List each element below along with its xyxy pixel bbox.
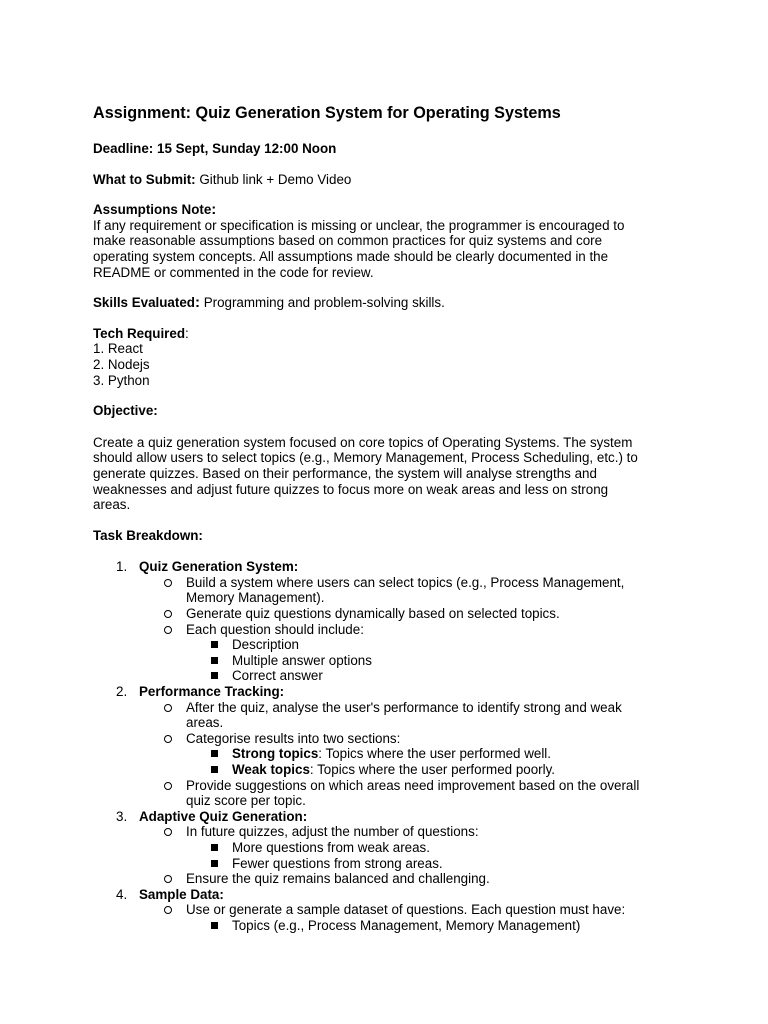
sub-bullet-item: Strong topics: Topics where the user performed well. bbox=[186, 746, 693, 762]
hollow-circle-bullet-icon bbox=[164, 906, 172, 914]
bullet-item: In future quizzes, adjust the number of questions: More questions from weak areas. Fewer questions from strong areas. bbox=[139, 824, 693, 871]
bullet-item: Ensure the quiz remains balanced and challenging. bbox=[139, 871, 693, 887]
submit-line bbox=[93, 172, 693, 188]
sub-bullets bbox=[186, 918, 693, 934]
task-bullets bbox=[139, 824, 693, 886]
task-bullets bbox=[139, 700, 693, 809]
sub-bullet-item: Multiple answer options bbox=[186, 653, 693, 669]
sub-bullets bbox=[186, 746, 693, 777]
skills-colon: : bbox=[194, 294, 200, 312]
task-title: Adaptive Quiz Generation: bbox=[139, 808, 308, 824]
sub-bullets bbox=[186, 840, 693, 871]
task-title: Performance Tracking: bbox=[139, 684, 285, 700]
sub-bullet-item: Weak topics: Topics where the user performed poorly. bbox=[186, 762, 693, 778]
task-list bbox=[93, 559, 693, 933]
task-item bbox=[93, 809, 693, 887]
task-number: 4. bbox=[116, 886, 128, 902]
assumptions-line: operating system concepts. All assumptions made should be clearly documented in the bbox=[93, 248, 609, 264]
task-item bbox=[93, 684, 693, 809]
deadline-line: Deadline: 15 Sept, Sunday 12:00 Noon bbox=[93, 141, 337, 156]
page-title: Assignment: Quiz Generation System for Operating Systems bbox=[93, 104, 561, 122]
hollow-circle-bullet-icon bbox=[164, 875, 172, 883]
task-bullets bbox=[139, 902, 693, 933]
assumptions-line: If any requirement or specification is missing or unclear, the programmer is encouraged to bbox=[93, 217, 625, 233]
tech-item: 1. React bbox=[93, 341, 143, 357]
bullet-item: After the quiz, analyse the user's performance to identify strong and weak areas. bbox=[139, 700, 693, 731]
objective-heading: Objective: bbox=[93, 403, 158, 419]
tech-colon: : bbox=[185, 325, 189, 341]
task-item bbox=[93, 559, 693, 684]
submit-value: Github link + Demo Video bbox=[195, 171, 352, 187]
tech-label: Tech Required bbox=[93, 325, 186, 341]
skills-value: Programming and problem-solving skills. bbox=[199, 295, 445, 311]
hollow-circle-bullet-icon bbox=[164, 782, 172, 790]
bullet-item: Use or generate a sample dataset of questions. Each question must have: Topics (e.g., Process Management, Memory Management) bbox=[139, 902, 693, 933]
square-bullet-icon bbox=[211, 860, 218, 867]
task-breakdown-heading: Task Breakdown: bbox=[93, 527, 203, 543]
sub-bullet-item: Description bbox=[186, 637, 693, 653]
task-title: Sample Data: bbox=[139, 886, 224, 902]
task-number: 1. bbox=[116, 559, 128, 575]
square-bullet-icon bbox=[211, 641, 218, 648]
document-content bbox=[93, 103, 693, 934]
assumptions-heading bbox=[93, 202, 693, 218]
assumptions-colon: : bbox=[211, 201, 217, 219]
objective-line: should allow users to select topics (e.g., Memory Management, Process Scheduling, etc.) to bbox=[93, 450, 638, 466]
square-bullet-icon bbox=[211, 922, 218, 929]
task-item bbox=[93, 887, 693, 934]
square-bullet-icon bbox=[211, 672, 218, 679]
sub-bullets bbox=[186, 637, 693, 684]
assumptions-line: README or commented in the code for review. bbox=[93, 264, 374, 280]
skills-label: Skills Evaluated bbox=[93, 295, 195, 311]
tech-item: 3. Python bbox=[93, 372, 150, 388]
objective-line: weaknesses and adjust future quizzes to focus more on weak areas and less on strong bbox=[93, 481, 609, 497]
hollow-circle-bullet-icon bbox=[164, 610, 172, 618]
bullet-item: Each question should include: Description Multiple answer options Correct answer bbox=[139, 622, 693, 684]
skills-line bbox=[93, 295, 693, 311]
square-bullet-icon bbox=[211, 657, 218, 664]
hollow-circle-bullet-icon bbox=[164, 579, 172, 587]
sub-bullet-item: Topics (e.g., Process Management, Memory Management) bbox=[186, 918, 693, 934]
square-bullet-icon bbox=[211, 750, 218, 757]
task-number: 3. bbox=[116, 808, 128, 824]
square-bullet-icon bbox=[211, 766, 218, 773]
task-bullets bbox=[139, 575, 693, 684]
sub-bullet-item: More questions from weak areas. bbox=[186, 840, 693, 856]
bullet-item: Generate quiz questions dynamically based on selected topics. bbox=[139, 606, 693, 622]
task-title: Quiz Generation System: bbox=[139, 559, 299, 575]
sub-bullet-item: Fewer questions from strong areas. bbox=[186, 856, 693, 872]
hollow-circle-bullet-icon bbox=[164, 626, 172, 634]
hollow-circle-bullet-icon bbox=[164, 828, 172, 836]
objective-line: areas. bbox=[93, 497, 131, 513]
bullet-item: Build a system where users can select topics (e.g., Process Management, Memory Management). bbox=[139, 575, 693, 606]
hollow-circle-bullet-icon bbox=[164, 735, 172, 743]
assumptions-label: Assumptions Note bbox=[93, 202, 212, 218]
bullet-item: Categorise results into two sections: Strong topics: Topics where the user performed well. Weak topics: Topics where the user performed poorly. bbox=[139, 731, 693, 778]
task-number: 2. bbox=[116, 684, 128, 700]
objective-line: Create a quiz generation system focused on core topics of Operating Systems. The system bbox=[93, 434, 633, 450]
bullet-item: Provide suggestions on which areas need improvement based on the overall quiz score per topic. bbox=[139, 778, 693, 809]
submit-label: What to Submit: bbox=[93, 171, 196, 187]
objective-line: generate quizzes. Based on their performance, the system will analyse strengths and bbox=[93, 465, 597, 481]
tech-item: 2. Nodejs bbox=[93, 356, 150, 372]
square-bullet-icon bbox=[211, 844, 218, 851]
assumptions-line: make reasonable assumptions based on common practices for quiz systems and core bbox=[93, 233, 603, 249]
hollow-circle-bullet-icon bbox=[164, 704, 172, 712]
tech-heading bbox=[93, 326, 693, 342]
sub-bullet-item: Correct answer bbox=[186, 668, 693, 684]
